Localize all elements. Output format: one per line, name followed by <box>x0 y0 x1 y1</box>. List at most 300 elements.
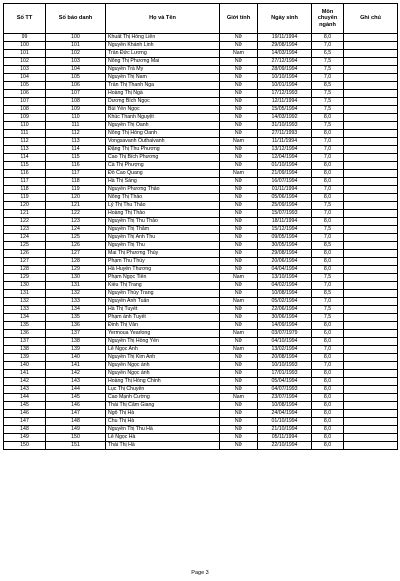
cell-stt: 129 <box>4 274 46 282</box>
cell-stt: 142 <box>4 378 46 386</box>
cell-dob: 03/07/1979 <box>258 330 312 338</box>
table-row <box>4 170 398 178</box>
cell-name: Chu Thị Hà <box>106 418 220 426</box>
cell-note <box>344 98 398 106</box>
cell-note <box>344 178 398 186</box>
table-row <box>4 426 398 434</box>
cell-stt: 116 <box>4 170 46 178</box>
cell-sbd: 141 <box>46 362 106 370</box>
cell-name: Nguyễn Thùy Trang <box>106 290 220 298</box>
cell-score: 7,0 <box>312 154 344 162</box>
cell-note <box>344 266 398 274</box>
table-row <box>4 50 398 58</box>
cell-score: 7,0 <box>312 362 344 370</box>
table-row <box>4 266 398 274</box>
col-header-score: Môn chuyên ngành <box>312 4 344 34</box>
cell-dob: 20/06/1994 <box>258 258 312 266</box>
cell-name: Nguyễn Thị Thắm <box>106 226 220 234</box>
cell-gender: Nữ <box>220 290 258 298</box>
cell-score: 8,0 <box>312 394 344 402</box>
cell-sbd: 112 <box>46 130 106 138</box>
cell-gender: Nữ <box>220 74 258 82</box>
cell-sbd: 102 <box>46 50 106 58</box>
cell-sbd: 133 <box>46 298 106 306</box>
page-footer: Page 3 <box>191 570 209 576</box>
cell-dob: 14/03/1992 <box>258 114 312 122</box>
cell-gender: Nữ <box>220 98 258 106</box>
cell-dob: 04/07/1993 <box>258 386 312 394</box>
cell-note <box>344 42 398 50</box>
cell-gender: Nữ <box>220 106 258 114</box>
cell-gender: Nữ <box>220 178 258 186</box>
cell-gender: Nữ <box>220 354 258 362</box>
cell-sbd: 119 <box>46 186 106 194</box>
cell-stt: 117 <box>4 178 46 186</box>
cell-gender: Nữ <box>220 266 258 274</box>
cell-gender: Nữ <box>220 82 258 90</box>
cell-dob: 04/04/1994 <box>258 266 312 274</box>
cell-stt: 145 <box>4 402 46 410</box>
cell-note <box>344 234 398 242</box>
table-row <box>4 226 398 234</box>
cell-score: 8,0 <box>312 34 344 42</box>
cell-dob: 10/10/1993 <box>258 362 312 370</box>
cell-score: 8,0 <box>312 162 344 170</box>
cell-score: 7,0 <box>312 74 344 82</box>
cell-name: Hoàng Thị Ngà <box>106 90 220 98</box>
cell-sbd: 138 <box>46 338 106 346</box>
table-row <box>4 122 398 130</box>
cell-note <box>344 162 398 170</box>
cell-name: Nguyễn Khánh Linh <box>106 42 220 50</box>
cell-name: Yermoua Yearlong <box>106 330 220 338</box>
cell-note <box>344 218 398 226</box>
cell-gender: Nữ <box>220 146 258 154</box>
table-row <box>4 202 398 210</box>
cell-gender: Nữ <box>220 402 258 410</box>
cell-dob: 15/05/1994 <box>258 106 312 114</box>
cell-name: Hoàng Thị Hồng Chinh <box>106 378 220 386</box>
cell-name: Cao Thị Bích Phương <box>106 154 220 162</box>
cell-score: 7,5 <box>312 106 344 114</box>
cell-gender: Nam <box>220 330 258 338</box>
cell-stt: 107 <box>4 98 46 106</box>
cell-note <box>344 66 398 74</box>
cell-dob: 29/08/1994 <box>258 42 312 50</box>
cell-score: 7,0 <box>312 42 344 50</box>
cell-note <box>344 434 398 442</box>
cell-sbd: 148 <box>46 418 106 426</box>
cell-stt: 143 <box>4 386 46 394</box>
cell-sbd: 118 <box>46 178 106 186</box>
table-row <box>4 322 398 330</box>
cell-score: 8,0 <box>312 354 344 362</box>
col-header-note: Ghi chú <box>344 4 398 34</box>
table-row <box>4 178 398 186</box>
cell-name: Nguyễn Anh Tuấn <box>106 298 220 306</box>
cell-sbd: 128 <box>46 258 106 266</box>
cell-note <box>344 50 398 58</box>
cell-dob: 10/01/1994 <box>258 82 312 90</box>
cell-score: 7,5 <box>312 58 344 66</box>
cell-gender: Nam <box>220 346 258 354</box>
cell-gender: Nữ <box>220 362 258 370</box>
cell-dob: 01/10/1994 <box>258 418 312 426</box>
cell-dob: 14/03/1994 <box>258 50 312 58</box>
cell-sbd: 151 <box>46 442 106 450</box>
cell-stt: 131 <box>4 290 46 298</box>
col-header-dob: Ngày sinh <box>258 4 312 34</box>
cell-name: Phạm Ngọc Tiến <box>106 274 220 282</box>
cell-name: Nguyễn Trà My <box>106 66 220 74</box>
table-row <box>4 418 398 426</box>
cell-dob: 29/08/1994 <box>258 250 312 258</box>
cell-dob: 13/10/1994 <box>258 274 312 282</box>
table-row <box>4 258 398 266</box>
table-row <box>4 210 398 218</box>
cell-sbd: 107 <box>46 90 106 98</box>
cell-score: 7,0 <box>312 234 344 242</box>
cell-gender: Nữ <box>220 34 258 42</box>
cell-dob: 05/06/1994 <box>258 194 312 202</box>
table-row <box>4 354 398 362</box>
cell-name: Đỗ Cao Quang <box>106 170 220 178</box>
cell-name: Nguyễn Thị Oanh <box>106 122 220 130</box>
table-row <box>4 282 398 290</box>
cell-stt: 115 <box>4 162 46 170</box>
cell-sbd: 135 <box>46 314 106 322</box>
cell-dob: 10/08/1994 <box>258 402 312 410</box>
cell-dob: 27/11/1993 <box>258 130 312 138</box>
cell-score: 6,5 <box>312 50 344 58</box>
cell-score: 8,0 <box>312 258 344 266</box>
cell-dob: 12/11/1994 <box>258 98 312 106</box>
cell-dob: 10/10/1994 <box>258 74 312 82</box>
col-header-sbd: Số báo danh <box>46 4 106 34</box>
cell-note <box>344 114 398 122</box>
cell-sbd: 139 <box>46 346 106 354</box>
cell-dob: 12/04/1994 <box>258 154 312 162</box>
cell-score: 8,5 <box>312 290 344 298</box>
cell-gender: Nữ <box>220 42 258 50</box>
table-row <box>4 154 398 162</box>
table-row <box>4 218 398 226</box>
cell-score: 7,5 <box>312 90 344 98</box>
table-row <box>4 242 398 250</box>
cell-sbd: 129 <box>46 266 106 274</box>
cell-stt: 146 <box>4 410 46 418</box>
cell-score: 7,0 <box>312 146 344 154</box>
cell-note <box>344 378 398 386</box>
cell-name: Trần Đức Lương <box>106 50 220 58</box>
cell-stt: 100 <box>4 42 46 50</box>
cell-stt: 103 <box>4 66 46 74</box>
cell-score: 7,0 <box>312 186 344 194</box>
cell-stt: 109 <box>4 114 46 122</box>
cell-name: Vongsavanh Outhaivanh <box>106 138 220 146</box>
cell-score: 8,5 <box>312 82 344 90</box>
cell-note <box>344 346 398 354</box>
cell-gender: Nữ <box>220 282 258 290</box>
cell-name: Nông Thị Phương Mai <box>106 58 220 66</box>
cell-sbd: 103 <box>46 58 106 66</box>
cell-score: 7,5 <box>312 98 344 106</box>
cell-stt: 137 <box>4 338 46 346</box>
cell-score: 8,0 <box>312 178 344 186</box>
table-row <box>4 138 398 146</box>
cell-stt: 130 <box>4 282 46 290</box>
cell-gender: Nữ <box>220 258 258 266</box>
cell-dob: 21/09/1994 <box>258 170 312 178</box>
cell-score: 8,0 <box>312 442 344 450</box>
cell-dob: 13/12/1994 <box>258 146 312 154</box>
table-row <box>4 194 398 202</box>
cell-name: Nguyễn Thị Anh Thu <box>106 234 220 242</box>
cell-score: 8,0 <box>312 338 344 346</box>
cell-name: Cao Mạnh Cường <box>106 394 220 402</box>
cell-score: 8,0 <box>312 386 344 394</box>
cell-score: 8,0 <box>312 426 344 434</box>
cell-score: 8,0 <box>312 378 344 386</box>
cell-score: 7,0 <box>312 282 344 290</box>
cell-gender: Nam <box>220 394 258 402</box>
cell-stt: 136 <box>4 330 46 338</box>
cell-stt: 112 <box>4 138 46 146</box>
cell-sbd: 110 <box>46 114 106 122</box>
cell-dob: 25/09/1994 <box>258 202 312 210</box>
cell-stt: 110 <box>4 122 46 130</box>
cell-dob: 21/10/1994 <box>258 426 312 434</box>
cell-sbd: 144 <box>46 386 106 394</box>
cell-score: 7,0 <box>312 346 344 354</box>
cell-name: Đinh Thị Vân <box>106 322 220 330</box>
cell-gender: Nữ <box>220 210 258 218</box>
cell-sbd: 113 <box>46 138 106 146</box>
cell-name: Trần Thị Thanh Nga <box>106 82 220 90</box>
cell-stt: 140 <box>4 362 46 370</box>
cell-stt: 101 <box>4 50 46 58</box>
cell-sbd: 132 <box>46 290 106 298</box>
table-row <box>4 162 398 170</box>
cell-name: Hoàng Thị Thảo <box>106 210 220 218</box>
table-row <box>4 290 398 298</box>
cell-gender: Nữ <box>220 370 258 378</box>
cell-note <box>344 274 398 282</box>
cell-stt: 127 <box>4 258 46 266</box>
table-row <box>4 378 398 386</box>
cell-sbd: 120 <box>46 194 106 202</box>
cell-score: 7,5 <box>312 226 344 234</box>
cell-stt: 132 <box>4 298 46 306</box>
cell-sbd: 115 <box>46 154 106 162</box>
table-row <box>4 98 398 106</box>
cell-name: Nguyễn Thị Thu <box>106 242 220 250</box>
cell-sbd: 105 <box>46 74 106 82</box>
table-row <box>4 106 398 114</box>
cell-sbd: 124 <box>46 226 106 234</box>
table-row <box>4 386 398 394</box>
cell-note <box>344 426 398 434</box>
col-header-stt: Số TT <box>4 4 46 34</box>
table-body <box>4 34 398 450</box>
col-header-gender: Giới tính <box>220 4 258 34</box>
cell-note <box>344 354 398 362</box>
cell-note <box>344 34 398 42</box>
cell-sbd: 123 <box>46 218 106 226</box>
cell-dob: 31/10/1993 <box>258 122 312 130</box>
table-row <box>4 402 398 410</box>
cell-gender: Nữ <box>220 378 258 386</box>
cell-dob: 09/05/1994 <box>258 234 312 242</box>
cell-score: 7,5 <box>312 122 344 130</box>
cell-name: Cà Thị Phượng <box>106 162 220 170</box>
cell-name: Khuất Thị Hồng Liên <box>106 34 220 42</box>
cell-stt: 119 <box>4 194 46 202</box>
cell-stt: 124 <box>4 234 46 242</box>
cell-gender: Nữ <box>220 162 258 170</box>
cell-stt: 148 <box>4 426 46 434</box>
cell-stt: 123 <box>4 226 46 234</box>
cell-stt: 126 <box>4 250 46 258</box>
cell-sbd: 116 <box>46 162 106 170</box>
cell-sbd: 140 <box>46 354 106 362</box>
cell-note <box>344 418 398 426</box>
cell-dob: 05/11/1994 <box>258 434 312 442</box>
cell-name: Đặng Thị Thu Phương <box>106 146 220 154</box>
cell-note <box>344 194 398 202</box>
table-row <box>4 338 398 346</box>
cell-note <box>344 258 398 266</box>
cell-stt: 105 <box>4 82 46 90</box>
cell-stt: 118 <box>4 186 46 194</box>
cell-gender: Nam <box>220 138 258 146</box>
cell-name: Bùi Yến Ngọc <box>106 106 220 114</box>
cell-stt: 139 <box>4 354 46 362</box>
cell-note <box>344 370 398 378</box>
cell-note <box>344 154 398 162</box>
cell-gender: Nữ <box>220 322 258 330</box>
cell-sbd: 126 <box>46 242 106 250</box>
cell-name: Ngô Thị Hà <box>106 410 220 418</box>
cell-gender: Nữ <box>220 410 258 418</box>
table-row <box>4 90 398 98</box>
cell-gender: Nữ <box>220 386 258 394</box>
cell-note <box>344 82 398 90</box>
cell-note <box>344 394 398 402</box>
table-row <box>4 306 398 314</box>
cell-stt: 134 <box>4 314 46 322</box>
cell-stt: 104 <box>4 74 46 82</box>
candidate-table <box>3 3 398 450</box>
cell-gender: Nữ <box>220 426 258 434</box>
table-row <box>4 74 398 82</box>
cell-score: 8,0 <box>312 402 344 410</box>
cell-name: Nguyễn Thị Hồng Yến <box>106 338 220 346</box>
cell-sbd: 114 <box>46 146 106 154</box>
cell-sbd: 147 <box>46 410 106 418</box>
cell-note <box>344 138 398 146</box>
cell-sbd: 131 <box>46 282 106 290</box>
cell-gender: Nam <box>220 274 258 282</box>
table-row <box>4 234 398 242</box>
table-row <box>4 34 398 42</box>
cell-gender: Nữ <box>220 250 258 258</box>
cell-sbd: 111 <box>46 122 106 130</box>
col-header-name: Họ và Tên <box>106 4 220 34</box>
cell-dob: 22/06/1994 <box>258 306 312 314</box>
cell-score: 8,0 <box>312 410 344 418</box>
cell-dob: 04/10/1994 <box>258 338 312 346</box>
cell-score: 8,0 <box>312 266 344 274</box>
cell-sbd: 146 <box>46 402 106 410</box>
cell-stt: 122 <box>4 218 46 226</box>
cell-name: Mai Thị Phương Thúy <box>106 250 220 258</box>
cell-gender: Nam <box>220 170 258 178</box>
cell-stt: 150 <box>4 442 46 450</box>
table-row <box>4 130 398 138</box>
cell-dob: 17/01/1993 <box>258 370 312 378</box>
cell-sbd: 122 <box>46 210 106 218</box>
table-row <box>4 186 398 194</box>
cell-dob: 23/07/1994 <box>258 394 312 402</box>
cell-stt: 149 <box>4 434 46 442</box>
cell-sbd: 150 <box>46 434 106 442</box>
cell-gender: Nữ <box>220 218 258 226</box>
header-row <box>4 4 398 34</box>
cell-score: 8,0 <box>312 218 344 226</box>
cell-note <box>344 58 398 66</box>
cell-sbd: 137 <box>46 330 106 338</box>
cell-stt: 144 <box>4 394 46 402</box>
cell-gender: Nữ <box>220 434 258 442</box>
cell-name: Nguyễn Thị Kim Anh <box>106 354 220 362</box>
cell-stt: 99 <box>4 34 46 42</box>
cell-dob: 30/06/1994 <box>258 314 312 322</box>
cell-dob: 15/07/1993 <box>258 210 312 218</box>
cell-gender: Nữ <box>220 186 258 194</box>
table-row <box>4 346 398 354</box>
cell-sbd: 145 <box>46 394 106 402</box>
cell-score: 8,0 <box>312 130 344 138</box>
cell-note <box>344 322 398 330</box>
cell-sbd: 136 <box>46 322 106 330</box>
cell-note <box>344 106 398 114</box>
cell-note <box>344 410 398 418</box>
cell-gender: Nữ <box>220 58 258 66</box>
cell-name: Nguyễn Thị Nam <box>106 74 220 82</box>
cell-stt: 147 <box>4 418 46 426</box>
cell-note <box>344 146 398 154</box>
cell-name: Dương Bích Ngọc <box>106 98 220 106</box>
cell-note <box>344 170 398 178</box>
cell-gender: Nữ <box>220 234 258 242</box>
cell-gender: Nữ <box>220 66 258 74</box>
cell-sbd: 121 <box>46 202 106 210</box>
cell-dob: 18/11/1994 <box>258 218 312 226</box>
table-row <box>4 434 398 442</box>
cell-score: 7,0 <box>312 138 344 146</box>
cell-stt: 128 <box>4 266 46 274</box>
table-row <box>4 42 398 50</box>
cell-dob: 27/12/1994 <box>258 58 312 66</box>
cell-gender: Nữ <box>220 338 258 346</box>
cell-dob: 01/10/1994 <box>258 162 312 170</box>
cell-score: 8,0 <box>312 250 344 258</box>
cell-name: Thái Thị Hà <box>106 442 220 450</box>
cell-stt: 141 <box>4 370 46 378</box>
cell-dob: 28/09/1994 <box>258 66 312 74</box>
cell-sbd: 106 <box>46 82 106 90</box>
